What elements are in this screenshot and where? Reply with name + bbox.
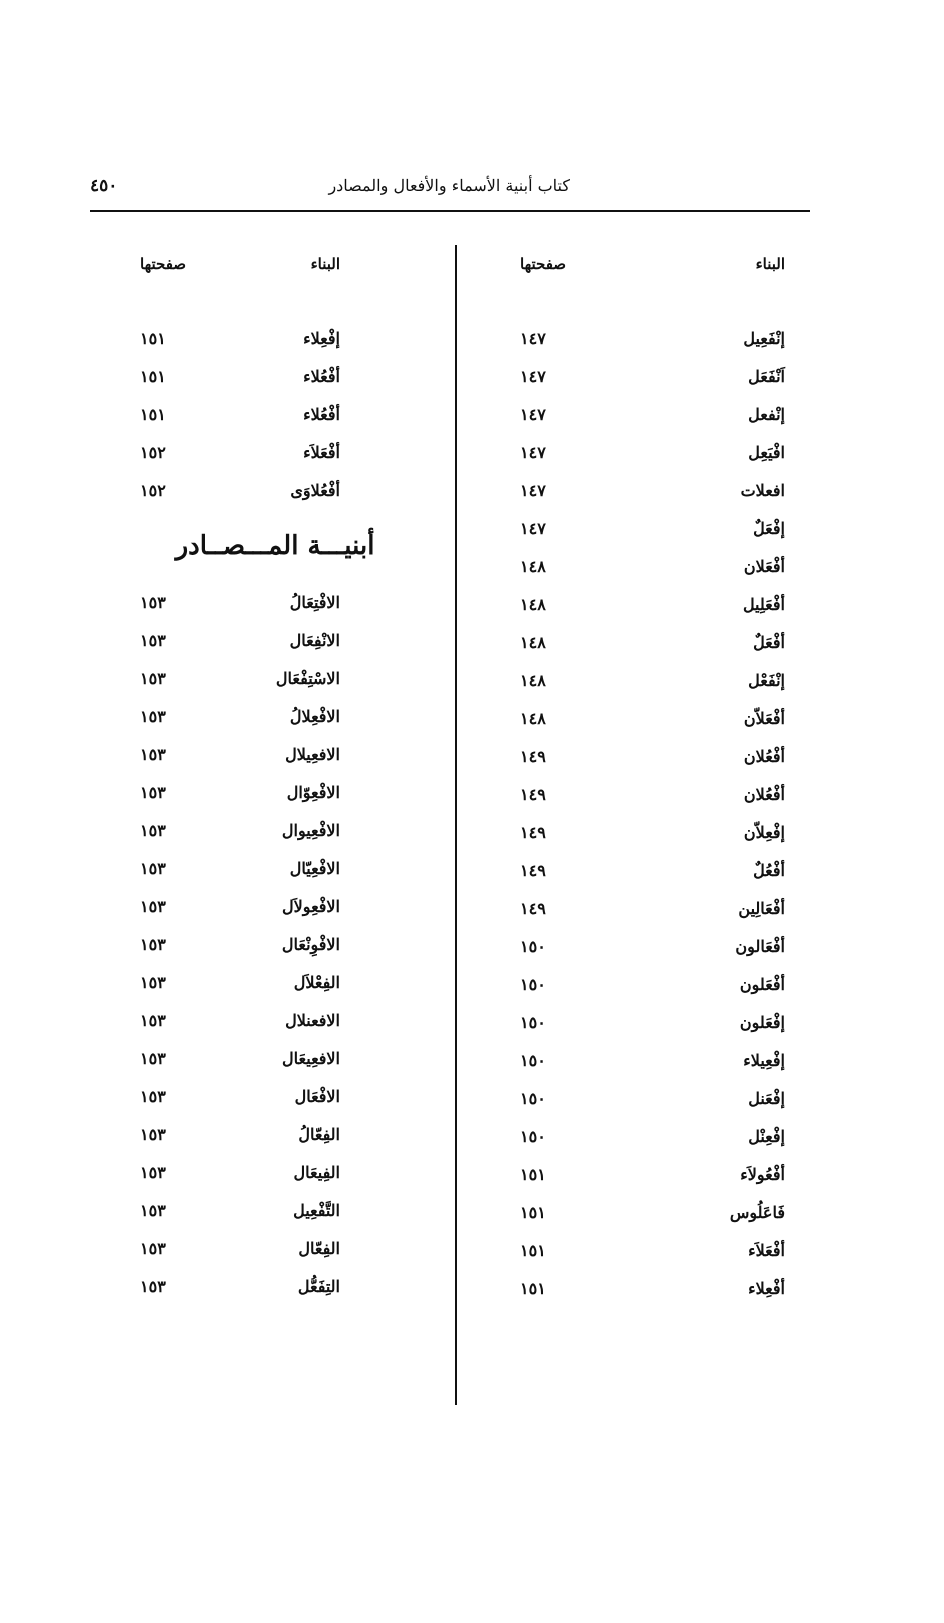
page-cell: ١٥٣ [140, 592, 166, 612]
table-row [465, 357, 795, 395]
table-row [465, 585, 795, 623]
table-row [110, 621, 440, 659]
page-cell: ١٥٢ [140, 442, 166, 462]
page-cell: ١٤٩ [520, 784, 546, 804]
right-column [465, 245, 795, 1307]
word-cell: الافْعِوّال [286, 782, 340, 802]
word-cell: أفْعَلاّن [743, 708, 785, 728]
word-column-header: البناء [755, 255, 785, 273]
page-cell: ١٥٣ [140, 934, 166, 954]
word-cell: الاسْتِفْعَال [275, 668, 340, 688]
page-cell: ١٥١ [140, 328, 166, 348]
word-cell: الافْعِيوال [281, 820, 340, 840]
table-row [465, 623, 795, 661]
table-row [110, 1229, 440, 1267]
table-row [110, 471, 440, 509]
page-cell: ١٥١ [520, 1240, 546, 1260]
word-cell: الفِعّالُ [298, 1124, 340, 1144]
table-row [465, 1231, 795, 1269]
page-cell: ١٤٨ [520, 670, 546, 690]
page-cell: ١٤٧ [520, 366, 546, 386]
table-row [465, 661, 795, 699]
page-cell: ١٥٣ [140, 1086, 166, 1106]
page-cell: ١٤٧ [520, 404, 546, 424]
section-heading: أبنيـــة المـــصــادر [175, 531, 375, 561]
word-cell: أفْعَلون [739, 974, 785, 994]
table-row [465, 1155, 795, 1193]
page-cell: ١٤٧ [520, 518, 546, 538]
page-cell: ١٥٠ [520, 1012, 546, 1032]
right-rows [465, 319, 795, 1307]
page-cell: ١٥٣ [140, 744, 166, 764]
page-cell: ١٤٧ [520, 480, 546, 500]
page-cell: ١٥٣ [140, 630, 166, 650]
word-cell: إنْفعل [748, 404, 785, 424]
word-cell: أفْعَلاَء [748, 1240, 785, 1260]
word-cell: التَّفْعِيل [293, 1200, 340, 1220]
page-cell: ١٤٧ [520, 328, 546, 348]
table-row [110, 963, 440, 1001]
table-row [110, 697, 440, 735]
table-row [465, 433, 795, 471]
table-row [465, 737, 795, 775]
page-cell: ١٥٠ [520, 1050, 546, 1070]
word-cell: الفِعّال [298, 1238, 340, 1258]
table-row [465, 775, 795, 813]
table-row [465, 889, 795, 927]
table-row [110, 1153, 440, 1191]
table-row [110, 395, 440, 433]
page-cell: ١٤٩ [520, 860, 546, 880]
word-cell: إفْعَلون [739, 1012, 785, 1032]
page-cell: ١٤٨ [520, 556, 546, 576]
word-cell: الافعِيعَال [282, 1048, 340, 1068]
page-cell: ١٥٣ [140, 1124, 166, 1144]
page-cell: ١٤٨ [520, 708, 546, 728]
table-row [465, 1269, 795, 1307]
word-cell: أفْعُلاوَى [290, 480, 340, 500]
page-cell: ١٥٠ [520, 974, 546, 994]
page-number: ٤٥٠ [90, 176, 118, 196]
table-row [465, 1079, 795, 1117]
page-cell: ١٤٩ [520, 746, 546, 766]
table-row [465, 927, 795, 965]
word-cell: الانْفِعَال [289, 630, 340, 650]
page-cell: ١٥٣ [140, 782, 166, 802]
word-cell: الافعنلال [285, 1010, 340, 1030]
word-cell: أفْعَلاَء [303, 442, 340, 462]
word-cell: أفْعُلاء [303, 404, 340, 424]
page-cell: ١٥٣ [140, 858, 166, 878]
word-cell: الافْعِلالُ [289, 706, 340, 726]
page-cell: ١٥٣ [140, 1200, 166, 1220]
word-cell: الافْوِنْعَال [281, 934, 340, 954]
page-cell: ١٥٠ [520, 1126, 546, 1146]
word-cell: أفْعُلٌ [753, 860, 785, 880]
page-cell: ١٤٨ [520, 594, 546, 614]
page-cell: ١٥١ [520, 1164, 546, 1184]
word-cell: أفْعَلٌ [753, 632, 785, 652]
word-cell: أفْعُلان [743, 746, 785, 766]
page-cell: ١٤٩ [520, 898, 546, 918]
word-cell: إفْعَنل [748, 1088, 785, 1108]
table-row [110, 357, 440, 395]
word-cell: افْيَعِل [748, 442, 785, 462]
left-rows-top [110, 319, 440, 509]
page-cell: ١٥٣ [140, 1048, 166, 1068]
table-row [465, 395, 795, 433]
page-cell: ١٤٩ [520, 822, 546, 842]
word-cell: أفْعُولاَء [740, 1164, 785, 1184]
page-cell: ١٥٢ [140, 480, 166, 500]
page-cell: ١٥٠ [520, 1088, 546, 1108]
word-column-header: البناء [310, 255, 340, 273]
column-divider [455, 245, 457, 1405]
word-cell: إفْعِنْل [748, 1126, 785, 1146]
table-row [465, 1117, 795, 1155]
page-header [90, 170, 810, 212]
table-row [110, 659, 440, 697]
page-cell: ١٥٣ [140, 1162, 166, 1182]
word-cell: إفْعَلٌ [753, 518, 785, 538]
table-row [465, 851, 795, 889]
page-cell: ١٥٣ [140, 1238, 166, 1258]
word-cell: إفْعِيلاء [743, 1050, 785, 1070]
page-cell: ١٥٣ [140, 1276, 166, 1296]
word-cell: التِفَعُّل [297, 1276, 340, 1296]
table-row [110, 849, 440, 887]
table-row [465, 547, 795, 585]
page-cell: ١٥١ [520, 1278, 546, 1298]
page-cell: ١٥٣ [140, 1010, 166, 1030]
page-cell: ١٥٠ [520, 936, 546, 956]
page-cell: ١٥٣ [140, 706, 166, 726]
word-cell: الافْتِعَالُ [289, 592, 340, 612]
table-row [465, 471, 795, 509]
table-row [110, 773, 440, 811]
word-cell: الافْعَال [294, 1086, 340, 1106]
table-row [465, 813, 795, 851]
table-row [110, 1077, 440, 1115]
word-cell: الفِعْلاَل [293, 972, 340, 992]
table-row [110, 1039, 440, 1077]
page-cell: ١٥١ [140, 366, 166, 386]
table-row [110, 925, 440, 963]
table-row [110, 1267, 440, 1305]
page-column-header: صفحتها [520, 255, 567, 273]
word-cell: أفْعَالون [735, 936, 785, 956]
page-cell: ١٥٣ [140, 820, 166, 840]
left-column-header [110, 245, 440, 283]
right-column-header [465, 245, 795, 283]
table-row [110, 811, 440, 849]
left-column [110, 245, 440, 1305]
word-cell: إفْعِلاّن [743, 822, 785, 842]
page-cell: ١٥٣ [140, 668, 166, 688]
page-cell: ١٥١ [140, 404, 166, 424]
word-cell: الافْعِولاَل [282, 896, 340, 916]
word-cell: أفْعَلِيل [742, 594, 785, 614]
page-cell: ١٥٣ [140, 972, 166, 992]
word-cell: أفْعِلاء [748, 1278, 785, 1298]
left-rows-bottom [110, 583, 440, 1305]
table-row [110, 1001, 440, 1039]
word-cell: أفْعَلان [743, 556, 785, 576]
word-cell: إفْعِلاء [303, 328, 340, 348]
table-row [465, 965, 795, 1003]
word-cell: فَاعَلُوس [729, 1202, 785, 1222]
table-row [110, 1115, 440, 1153]
table-row [110, 735, 440, 773]
page-cell: ١٥٣ [140, 896, 166, 916]
word-cell: أفْعُلاء [303, 366, 340, 386]
word-cell: الافْعِيّال [289, 858, 340, 878]
page-cell: ١٤٨ [520, 632, 546, 652]
table-row [465, 319, 795, 357]
table-row [465, 1041, 795, 1079]
page-cell: ١٥١ [520, 1202, 546, 1222]
table-row [110, 887, 440, 925]
word-cell: أفْعُلان [743, 784, 785, 804]
word-cell: افعلات [740, 480, 785, 500]
word-cell: الفِيعَال [293, 1162, 340, 1182]
word-cell: إنْفَعِيل [743, 328, 785, 348]
table-row [465, 509, 795, 547]
running-title: كتاب أبنية الأسماء والأفعال والمصادر [328, 176, 570, 195]
table-row [465, 699, 795, 737]
table-row [110, 319, 440, 357]
table-row [110, 583, 440, 621]
word-cell: أفْعَالِين [738, 898, 785, 918]
word-cell: الافعِيلال [285, 744, 340, 764]
table-row [110, 433, 440, 471]
page-column-header: صفحتها [140, 255, 187, 273]
table-row [465, 1003, 795, 1041]
table-row [465, 1193, 795, 1231]
table-row [110, 1191, 440, 1229]
page-cell: ١٤٧ [520, 442, 546, 462]
word-cell: اَنْفَعَل [748, 366, 785, 386]
word-cell: إنْفَعْل [748, 670, 785, 690]
